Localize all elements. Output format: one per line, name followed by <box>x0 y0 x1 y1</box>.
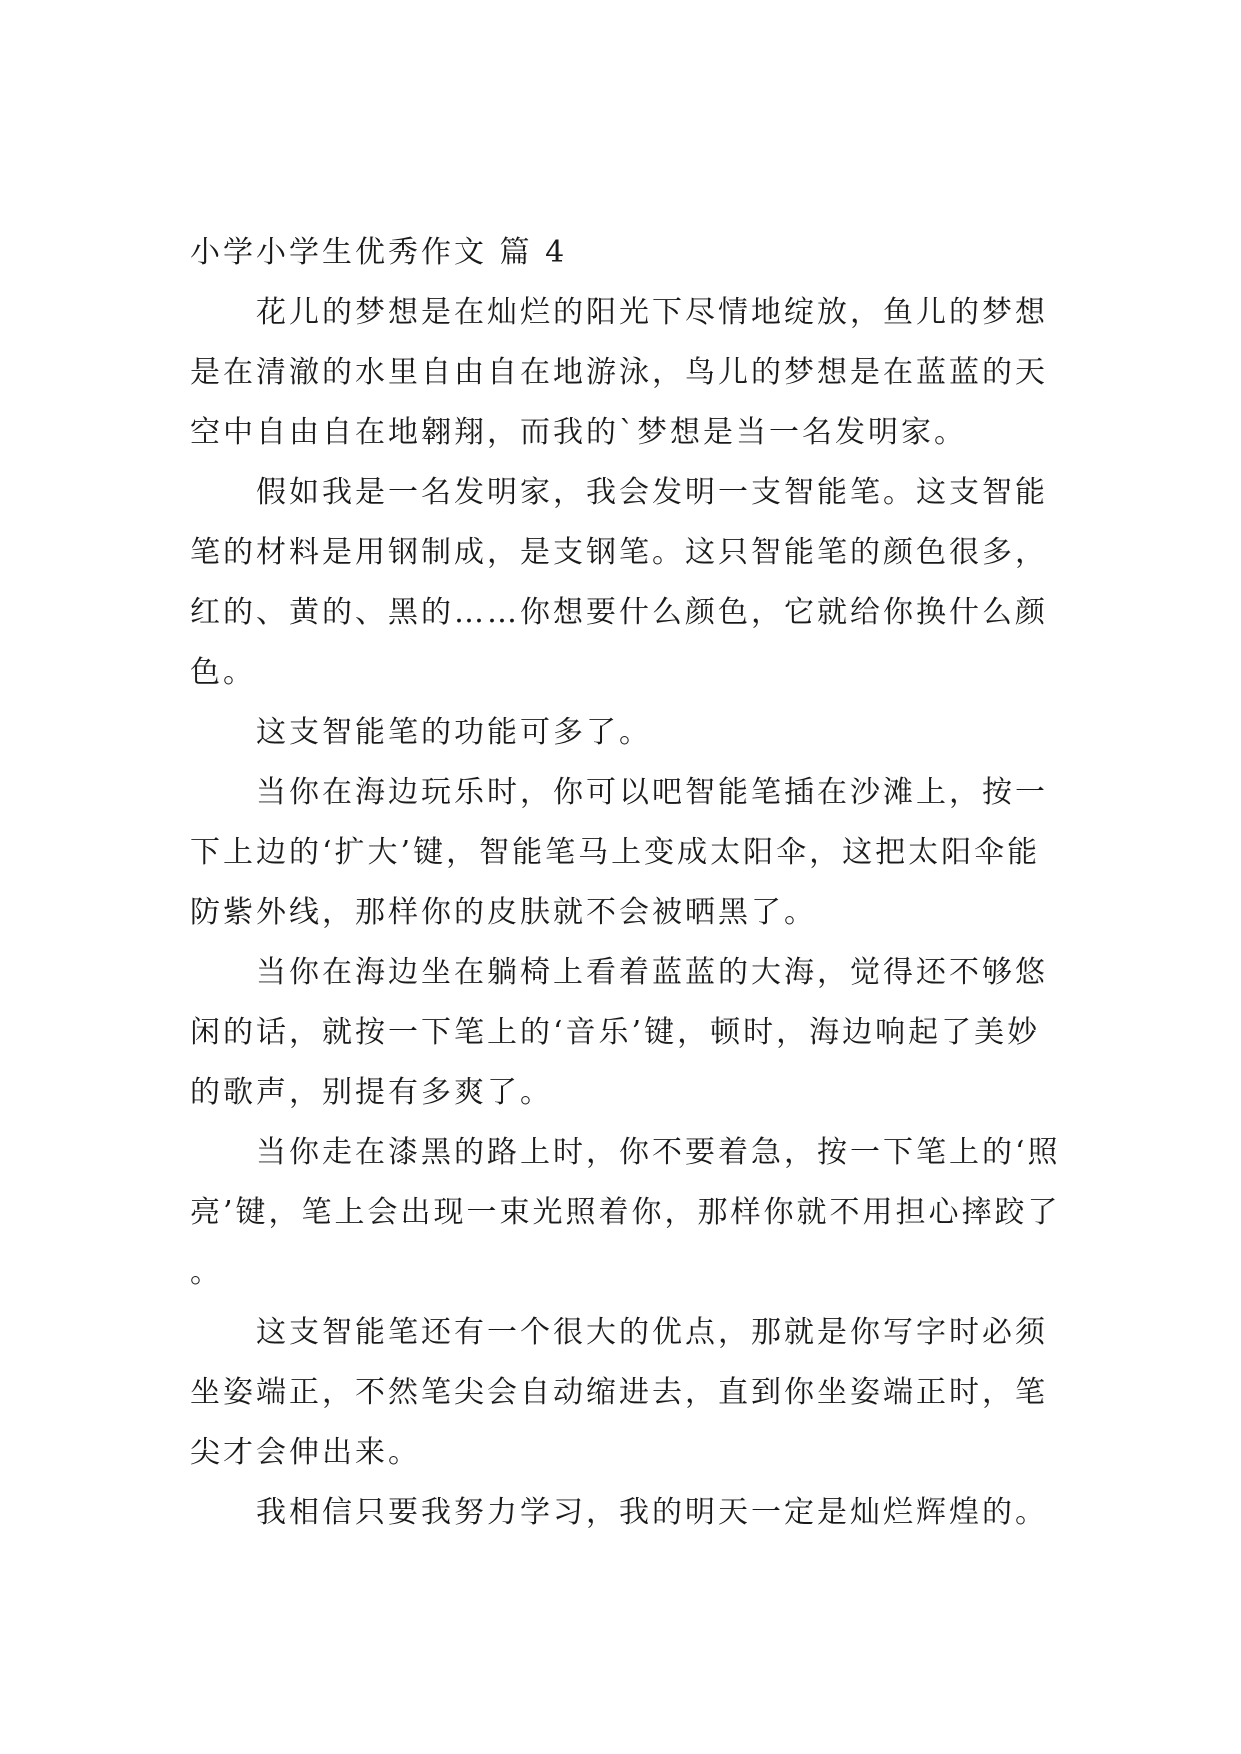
document-title: 小学小学生优秀作文 篇 4 <box>190 235 568 270</box>
paragraph-8: 我相信只要我努力学习，我的明天一定是灿烂辉煌的。 <box>256 1495 1048 1530</box>
document-body <box>190 223 1070 1543</box>
paragraph-5: 当你在海边坐在躺椅上看着蓝蓝的大海，觉得还不够悠闲的话，就按一下笔上的‘音乐’键，顿时，海边响起了美妙的歌声，别提有多爽了。 <box>190 955 1048 1110</box>
paragraph-6: 当你走在漆黑的路上时，你不要着急，按一下笔上的‘照亮’键，笔上会出现一束光照着你，那样你就不用担心摔跤了。 <box>190 1135 1061 1290</box>
paragraph-1: 花儿的梦想是在灿烂的阳光下尽情地绽放，鱼儿的梦想是在清澈的水里自由自在地游泳，鸟儿的梦想是在蓝蓝的天空中自由自在地翱翔，而我的`梦想是当一名发明家。 <box>190 295 1048 450</box>
paragraph-7: 这支智能笔还有一个很大的优点，那就是你写字时必须坐姿端正，不然笔尖会自动缩进去，直到你坐姿端正时，笔尖才会伸出来。 <box>190 1315 1048 1470</box>
paragraph-2: 假如我是一名发明家，我会发明一支智能笔。这支智能笔的材料是用钢制成，是支钢笔。这只智能笔的颜色很多，红的、黄的、黑的……你想要什么颜色，它就给你换什么颜色。 <box>190 475 1048 690</box>
paragraph-4: 当你在海边玩乐时，你可以吧智能笔插在沙滩上，按一下上边的‘扩大’键，智能笔马上变成太阳伞，这把太阳伞能防紫外线，那样你的皮肤就不会被晒黑了。 <box>190 775 1048 930</box>
paragraph-3: 这支智能笔的功能可多了。 <box>256 715 652 750</box>
